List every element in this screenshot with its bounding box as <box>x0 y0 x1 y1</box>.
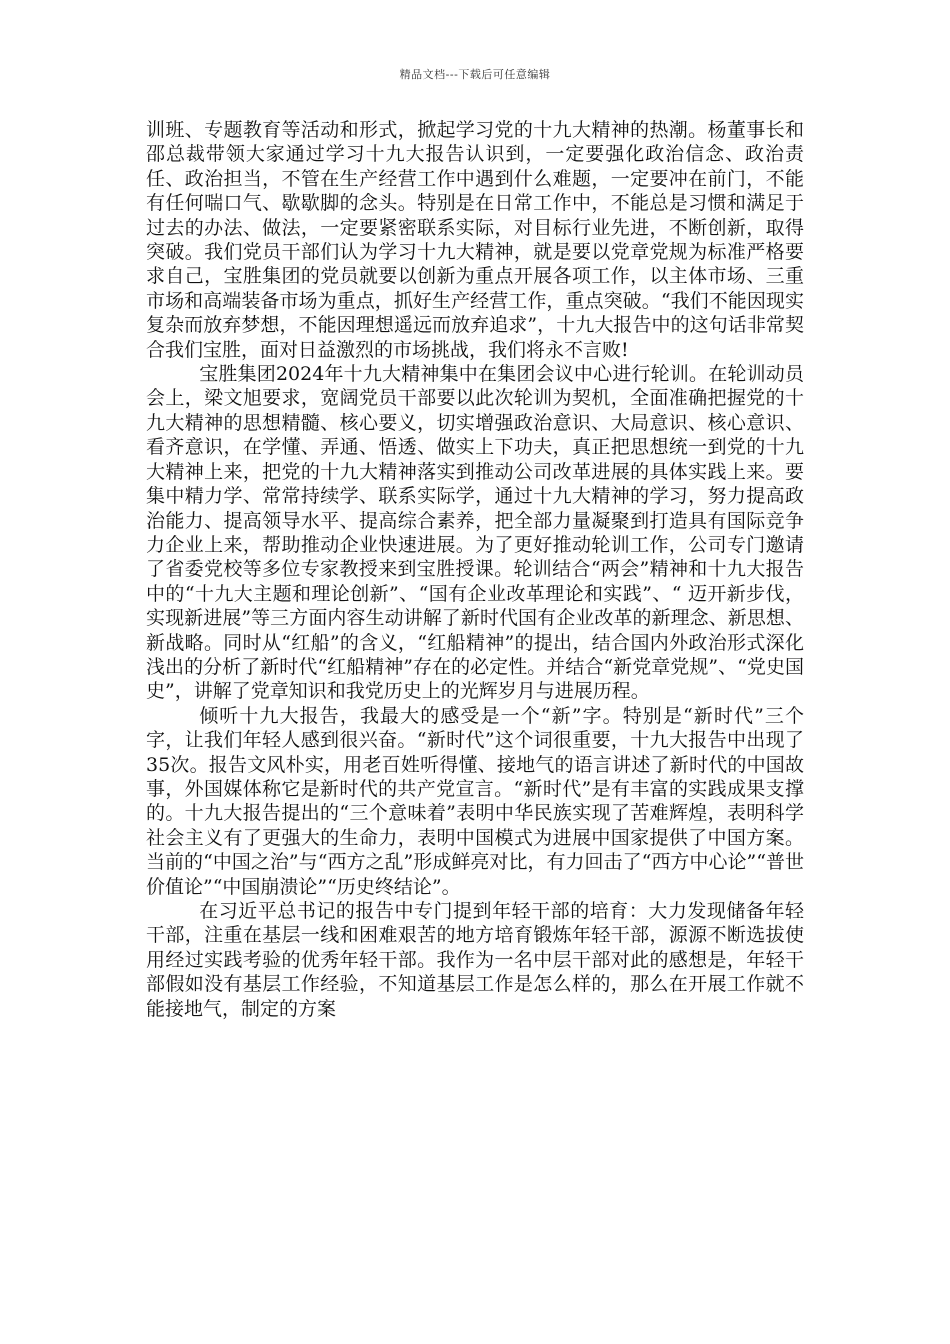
document-body <box>146 118 804 1021</box>
paragraph-3: 倾听十九大报告，我最大的感受是一个“新”字。特别是“新时代”三个字，让我们年轻人感到很兴奋。“新时代”这个词很重要，十九大报告中出现了35次。报告文风朴实，用老百姓听得懂、接地气的语言讲述了新时代的中国故事，外国媒体称它是新时代的共产党宣言。“新时代”是有丰富的实践成果支撑的。十九大报告提出的“三个意味着”表明中华民族实现了苦难辉煌，表明科学社会主义有了更强大的生命力，表明中国模式为进展中国家提供了中国方案。当前的“中国之治”与“西方之乱”形成鲜亮对比，有力回击了“西方中心论”“普世价值论”“中国崩溃论”“历史终结论”。 <box>146 704 804 898</box>
paragraph-1: 训班、专题教育等活动和形式，掀起学习党的十九大精神的热潮。杨董事长和邵总裁带领大家通过学习十九大报告认识到，一定要强化政治信念、政治责任、政治担当，不管在生产经营工作中遇到什么难题，一定要冲在前门，不能有任何喘口气、歇歇脚的念头。特别是在日常工作中，不能总是习惯和满足于过去的办法、做法，一定要紧密联系实际，对目标行业先进，不断创新，取得突破。我们党员干部们认为学习十九大精神，就是要以党章党规为标准严格要求自己，宝胜集团的党员就要以创新为重点开展各项工作，以主体市场、三重市场和高端装备市场为重点，抓好生产经营工作，重点突破。“我们不能因现实复杂而放弃梦想，不能因理想遥远而放弃追求”，十九大报告中的这句话非常契合我们宝胜，面对日益激烈的市场挑战，我们将永不言败! <box>146 119 804 361</box>
paragraph-2: 宝胜集团2024年十九大精神集中在集团会议中心进行轮训。在轮训动员会上，梁文旭要求，宽阔党员干部要以此次轮训为契机，全面准确把握党的十九大精神的思想精髓、核心要义，切实增强政治意识、大局意识、核心意识、看齐意识，在学懂、弄通、悟透、做实上下功夫，真正把思想统一到党的十九大精神上来，把党的十九大精神落实到推动公司改革进展的具体实践上来。要集中精力学、常常持续学、联系实际学，通过十九大精神的学习，努力提高政治能力、提高领导水平、提高综合素养，把全部力量凝聚到打造具有国际竞争力企业上来，帮助推动企业快速进展。为了更好推动轮训工作，公司专门邀请了省委党校等多位专家教授来到宝胜授课。轮训结合“两会”精神和十九大报告中的“十九大主题和理论创新”、“国有企业改革理论和实践”、“ 迈开新步伐，实现新进展”等三方面内容生动讲解了新时代国有企业改革的新理念、新思想、新战略。同时从“红船”的含义，“红船精神”的提出，结合国内外政治形式深化浅出的分析了新时代“红船精神”存在的必定性。并结合“新党章党规”、“党史国史”，讲解了党章知识和我党历史上的光辉岁月与进展历程。 <box>146 363 804 703</box>
paragraph-4: 在习近平总书记的报告中专门提到年轻干部的培育：大力发现储备年轻干部，注重在基层一线和困难艰苦的地方培育锻炼年轻干部，源源不断选拔使用经过实践考验的优秀年轻干部。我作为一名中层干部对此的感想是，年轻干部假如没有基层工作经验，不知道基层工作是怎么样的，那么在开展工作就不能接地气，制定的方案 <box>146 900 804 1020</box>
page-header: 精品文档---下载后可任意编辑 <box>399 68 551 81</box>
